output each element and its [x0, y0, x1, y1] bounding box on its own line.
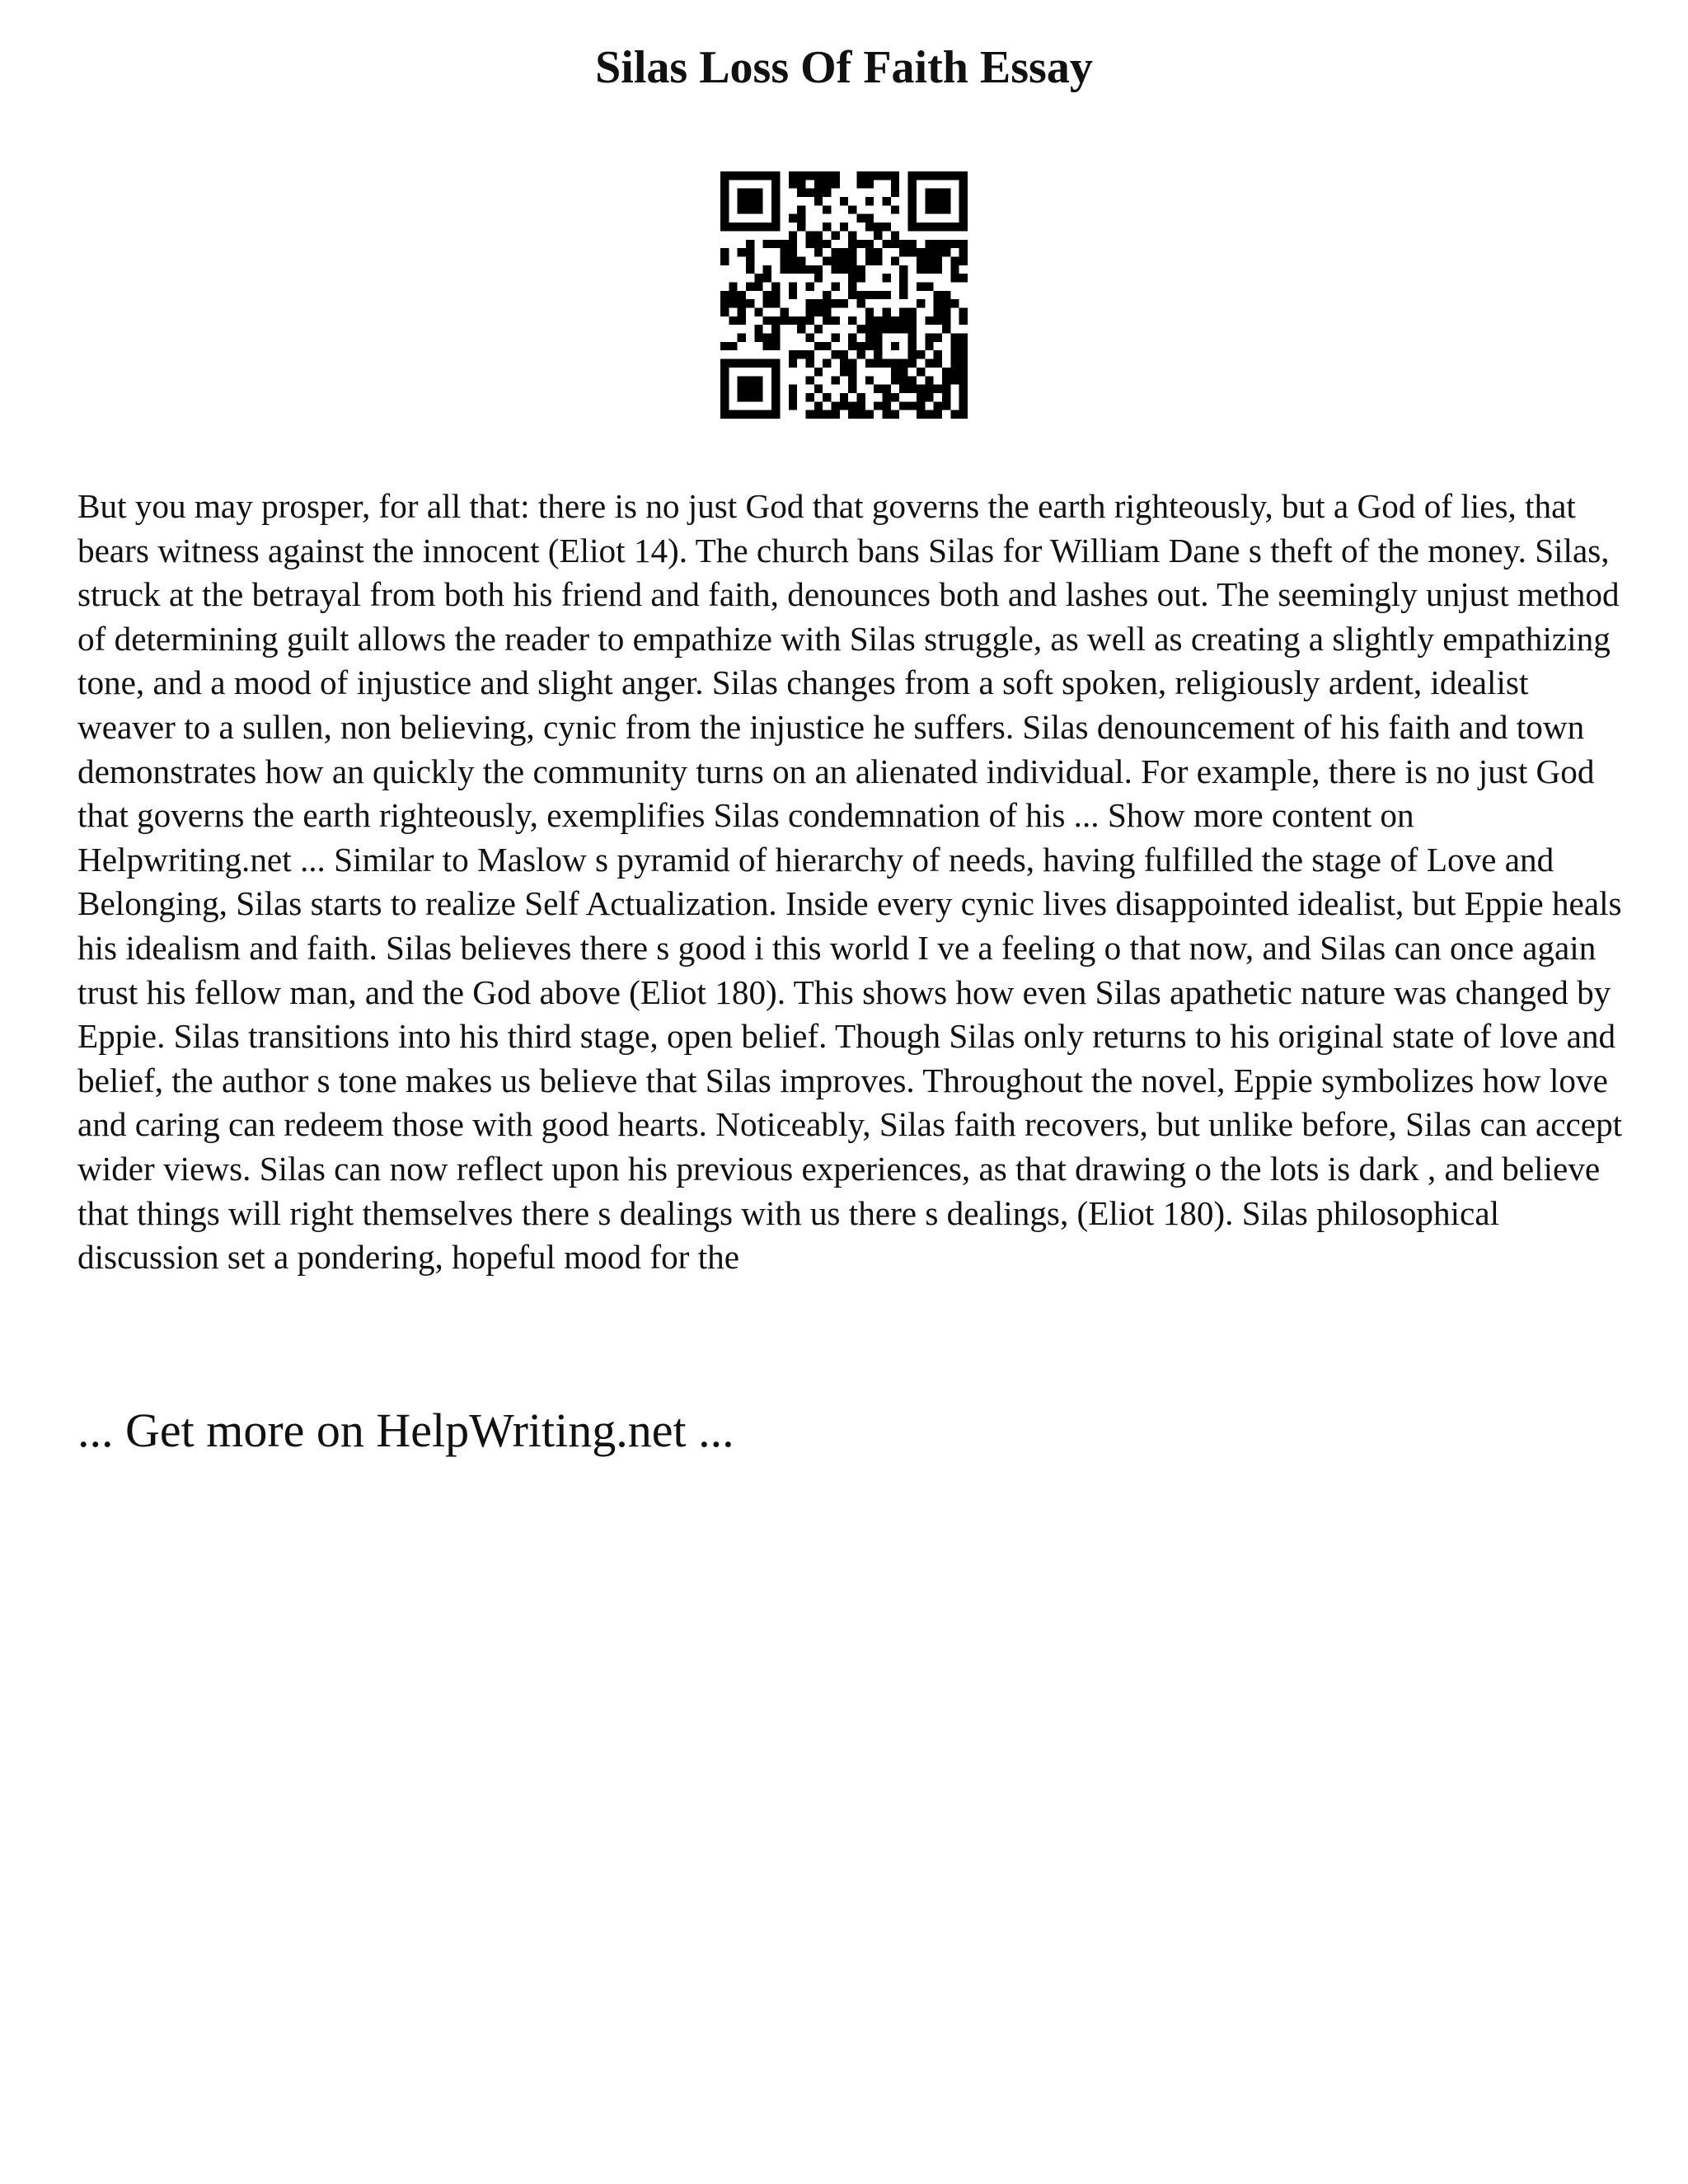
qr-code-icon[interactable] [720, 171, 968, 419]
get-more-link[interactable]: ... Get more on HelpWriting.net ... [77, 1404, 734, 1457]
qr-code-graphic [720, 171, 968, 419]
essay-body-text: But you may prosper, for all that: there is no just God that governs the earth righteously, but a God of lies, that bears witness against the innocent (Eliot 14). The church bans Silas for William Dane s theft of the money. Silas, struck at the betrayal from both his friend and faith, denounces both and lashes out. The seemingly unjust method of determining guilt allows the reader to empathize with Silas struggle, as well as creating a slightly empathizing tone, and a mood of injustice and slight anger. Silas changes from a soft spoken, religiously ardent, idealist weaver to a sullen, non believing, cynic from the injustice he suffers. Silas denouncement of his faith and town demonstrates how an quickly the community turns on an alienated individual. For example, there is no just God that governs the earth righteously, exemplifies Silas condemnation of his ... Show more content on Helpwriting.net ... Similar to Maslow s pyramid of hierarchy of needs, having fulfilled the stage of Love and Belonging, Silas starts to realize Self Actualization. Inside every cynic lives disappointed idealist, but Eppie heals his idealism and faith. Silas believes there s good i this world I ve a feeling o that now, and Silas can once again trust his fellow man, and the God above (Eliot 180). This shows how even Silas apathetic nature was changed by Eppie. Silas transitions into his third stage, open belief. Though Silas only returns to his original state of love and belief, the author s tone makes us believe that Silas improves. Throughout the novel, Eppie symbolizes how love and caring can redeem those with good hearts. Noticeably, Silas faith recovers, but unlike before, Silas can accept wider views. Silas can now reflect upon his previous experiences, as that drawing o the lots is dark , and believe that things will right themselves there s dealings with us there s dealings, (Eliot 180). Silas philosophical discussion set a pondering, hopeful mood for the [77, 487, 1623, 1277]
page-title: Silas Loss Of Faith Essay [595, 42, 1093, 93]
